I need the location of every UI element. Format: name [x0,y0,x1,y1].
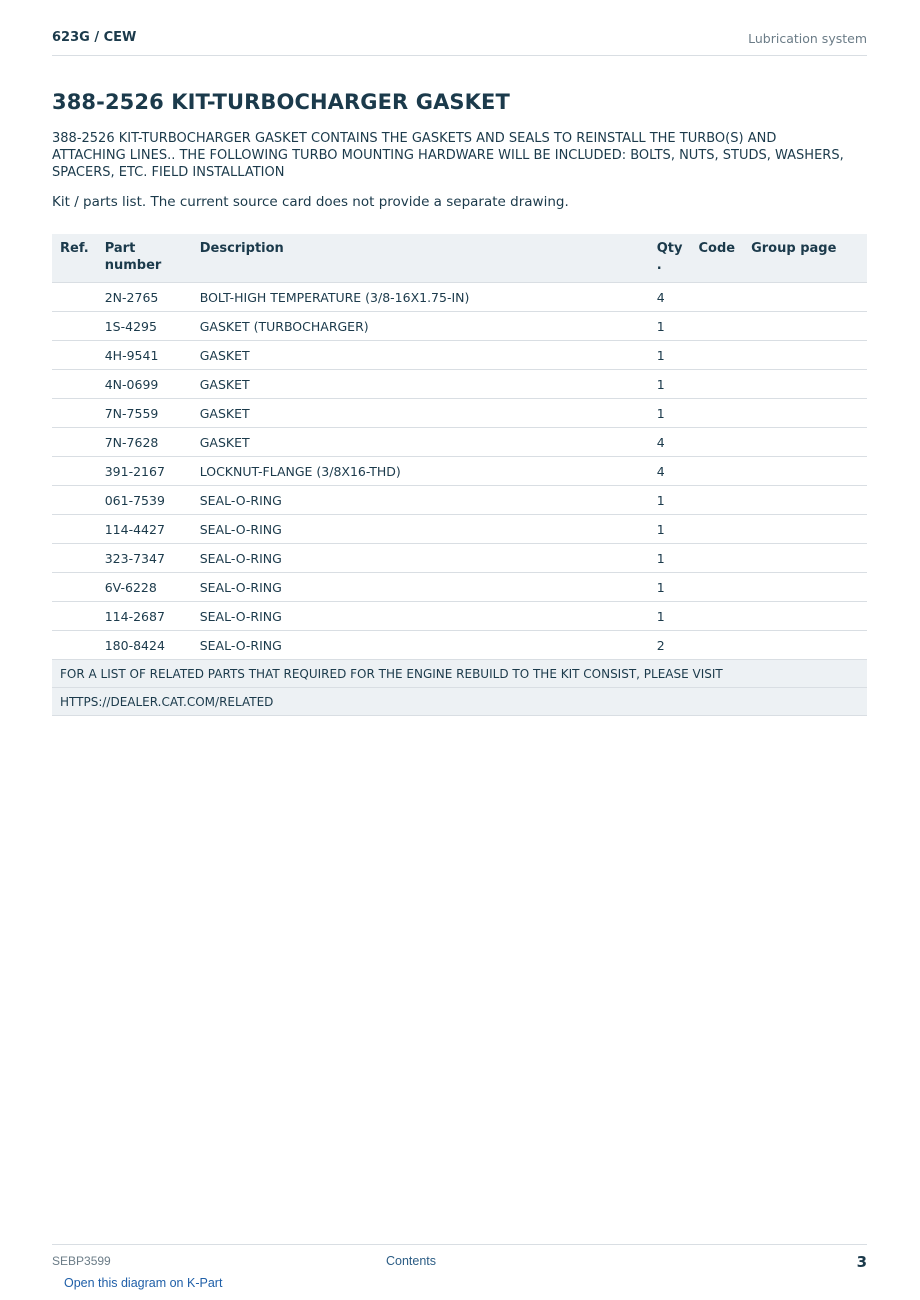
table-row [52,312,867,341]
cell-group-page [743,428,867,457]
cell-part-number: 7N-7559 [97,399,192,428]
cell-ref [52,631,97,660]
cell-ref [52,486,97,515]
page-number: 3 [856,1253,867,1271]
cell-description: SEAL-O-RING [192,486,649,515]
table-row [52,283,867,312]
column-header-code: Code [690,234,743,283]
table-footnote: HTTPS://DEALER.CAT.COM/RELATED [52,688,867,716]
cell-part-number: 114-2687 [97,602,192,631]
page-title: 388-2526 KIT-TURBOCHARGER GASKET [52,90,510,114]
cell-group-page [743,399,867,428]
document-id: SEBP3599 [52,1254,111,1268]
cell-qty: 2 [649,631,691,660]
cell-description: SEAL-O-RING [192,515,649,544]
cell-code [690,312,743,341]
table-row [52,457,867,486]
cell-group-page [743,602,867,631]
section-name: Lubrication system [748,31,867,46]
parts-table [52,234,867,716]
cell-code [690,486,743,515]
table-row [52,631,867,660]
table-row [52,602,867,631]
cell-ref [52,370,97,399]
cell-qty: 1 [649,312,691,341]
cell-part-number: 1S-4295 [97,312,192,341]
table-row [52,544,867,573]
parts-table-header [52,234,867,283]
cell-qty: 1 [649,370,691,399]
cell-group-page [743,515,867,544]
cell-code [690,428,743,457]
cell-group-page [743,312,867,341]
cell-part-number: 180-8424 [97,631,192,660]
cell-code [690,573,743,602]
cell-qty: 1 [649,486,691,515]
cell-group-page [743,486,867,515]
cell-ref [52,602,97,631]
cell-qty: 1 [649,573,691,602]
cell-description: GASKET [192,341,649,370]
cell-ref [52,283,97,312]
cell-qty: 1 [649,341,691,370]
cell-description: SEAL-O-RING [192,544,649,573]
cell-description: LOCKNUT-FLANGE (3/8X16-THD) [192,457,649,486]
contents-link[interactable]: Contents [386,1254,437,1268]
column-header-group-page: Group page [743,234,867,283]
cell-ref [52,573,97,602]
cell-part-number: 7N-7628 [97,428,192,457]
cell-qty: 1 [649,515,691,544]
cell-ref [52,544,97,573]
kit-description: 388-2526 KIT-TURBOCHARGER GASKET CONTAINS THE GASKETS AND SEALS TO REINSTALL THE TURBO(S) AND ATTACHING LINES.. THE FOLLOWING TURBO MOUNTING HARDWARE WILL BE INCLUDED: BOLTS, NUTS, STUDS, WASHERS, SPACERS, ETC. FIELD INSTALLATION [52,131,844,180]
cell-part-number: 2N-2765 [97,283,192,312]
cell-ref [52,399,97,428]
cell-code [690,602,743,631]
cell-part-number: 4N-0699 [97,370,192,399]
cell-qty: 4 [649,457,691,486]
table-footnote-row [52,660,867,688]
table-footnote: FOR A LIST OF RELATED PARTS THAT REQUIRED FOR THE ENGINE REBUILD TO THE KIT CONSIST, PLEASE VISIT [52,660,867,688]
cell-code [690,370,743,399]
column-header-qty: Qty . [649,234,691,283]
cell-description: SEAL-O-RING [192,602,649,631]
page-header [52,28,867,56]
page-footer [52,1244,867,1275]
cell-part-number: 6V-6228 [97,573,192,602]
cell-group-page [743,544,867,573]
cell-part-number: 061-7539 [97,486,192,515]
model-breadcrumb: 623G / CEW [52,30,137,45]
cell-ref [52,341,97,370]
table-row [52,341,867,370]
cell-qty: 1 [649,602,691,631]
column-header-description: Description [192,234,649,283]
table-row [52,370,867,399]
cell-code [690,341,743,370]
cell-ref [52,515,97,544]
open-kpart-link[interactable]: Open this diagram on K-Part [64,1276,223,1290]
cell-qty: 4 [649,283,691,312]
cell-description: SEAL-O-RING [192,631,649,660]
cell-code [690,457,743,486]
cell-description: GASKET [192,370,649,399]
kit-note: Kit / parts list. The current source card does not provide a separate drawing. [52,194,569,210]
cell-part-number: 323-7347 [97,544,192,573]
table-row [52,573,867,602]
cell-group-page [743,631,867,660]
cell-part-number: 391-2167 [97,457,192,486]
cell-ref [52,312,97,341]
cell-description: GASKET (TURBOCHARGER) [192,312,649,341]
cell-code [690,283,743,312]
cell-qty: 4 [649,428,691,457]
cell-qty: 1 [649,399,691,428]
table-row [52,515,867,544]
cell-group-page [743,283,867,312]
table-row [52,399,867,428]
cell-ref [52,428,97,457]
column-header-part-number: Part number [97,234,192,283]
cell-code [690,399,743,428]
cell-group-page [743,370,867,399]
cell-qty: 1 [649,544,691,573]
cell-code [690,544,743,573]
cell-description: GASKET [192,428,649,457]
cell-group-page [743,457,867,486]
table-row [52,428,867,457]
table-footnote-row [52,688,867,716]
table-row [52,486,867,515]
cell-part-number: 114-4427 [97,515,192,544]
cell-part-number: 4H-9541 [97,341,192,370]
cell-ref [52,457,97,486]
column-header-ref: Ref. [52,234,97,283]
cell-group-page [743,341,867,370]
cell-description: GASKET [192,399,649,428]
cell-code [690,631,743,660]
parts-table-body [52,283,867,716]
cell-group-page [743,573,867,602]
cell-code [690,515,743,544]
cell-description: SEAL-O-RING [192,573,649,602]
cell-description: BOLT-HIGH TEMPERATURE (3/8-16X1.75-IN) [192,283,649,312]
